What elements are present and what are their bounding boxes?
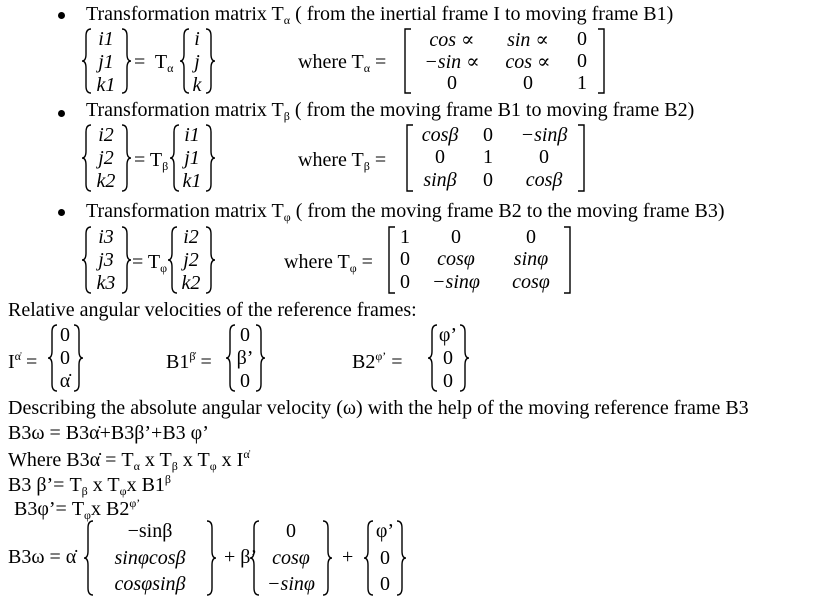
section1-title: Transformation matrix $T_\alpha$ ( from the inertial frame I to moving frame B1): [86, 3, 674, 27]
absolute-line1: B3ω = B3α̇+B3β’+B3 φ’: [8, 422, 209, 444]
relative-v1-vector: 0 0 α̇: [59, 324, 71, 392]
section1-rhs-right-brace: [205, 28, 215, 94]
final-v1-vector: −sinβ sinφcosβ cosφsinβ: [114, 520, 186, 595]
section2-matrix: cosβ 0 −sinβ 0 1 0 sinβ 0 cosβ: [421, 123, 568, 191]
section1-lhs-right-brace: [121, 28, 131, 94]
section3-lhs-vector: i3 j3 k3: [96, 226, 116, 294]
section1-equation-op: = $T_\alpha$: [134, 51, 174, 75]
absolute-line2: Where B3α̇ = $T_\alpha$ x $T_\beta$ x $T_\varphi$ x $I^{\alphȧ}$: [8, 447, 250, 473]
final-v2-left-brace: [250, 520, 260, 596]
section1-matrix-right-bracket: [598, 28, 606, 94]
section2-title: Transformation matrix $T_\beta$ ( from the moving frame B1 to moving frame B2): [86, 99, 695, 123]
section3-equation-op: = $T_\varphi$: [132, 251, 168, 275]
bullet-2: [58, 110, 65, 117]
section3-rhs-right-brace: [205, 226, 215, 294]
section2-where-label: where $T_\beta$ =: [298, 149, 387, 173]
relative-v1-label: $I^{\alphȧ}$ =: [8, 349, 38, 373]
relative-v2-label: $B1^{\betȧ}$ =: [166, 349, 212, 373]
bullet-3: [58, 209, 65, 216]
relative-heading: Relative angular velocities of the reference frames:: [8, 299, 417, 321]
relative-v3-label: $B2^{\varphi’}$ =: [352, 349, 403, 373]
final-v2-right-brace: [322, 520, 332, 596]
section3-rhs-vector: i2 j2 k2: [181, 226, 201, 294]
section3-lhs-right-brace: [121, 226, 131, 294]
relative-v3-right-brace: [459, 324, 469, 392]
absolute-heading: Describing the absolute angular velocity (ω) with the help of the moving reference frame B3: [8, 397, 749, 419]
section2-equation-op: = $T_\beta$: [134, 149, 169, 173]
final-lhs: B3ω = α̇: [8, 546, 77, 568]
relative-v2-right-brace: [255, 324, 265, 392]
final-v1-right-brace: [206, 520, 216, 596]
section3-where-label: where $T_\varphi$ =: [284, 251, 373, 275]
section2-matrix-right-bracket: [578, 124, 586, 192]
section1-matrix-left-bracket: [404, 28, 412, 94]
section2-rhs-vector: i1 j1 k1: [182, 124, 202, 192]
relative-v1-right-brace: [73, 324, 83, 392]
relative-v3-vector: φ’ 0 0: [438, 324, 458, 392]
final-v3-right-brace: [396, 520, 406, 596]
final-v3-left-brace: [364, 520, 374, 596]
bullet-1: [58, 12, 65, 19]
section3-matrix: 1 0 0 0 cosφ sinφ 0 −sinφ cosφ: [400, 225, 550, 293]
final-v1-left-brace: [84, 520, 94, 596]
final-v2-vector: 0 cosφ −sinφ: [267, 520, 315, 595]
final-plus-beta: + β’: [224, 546, 258, 568]
section2-lhs-vector: i2 j2 k2: [96, 124, 116, 192]
section1-where-label: where $T_\alpha$ =: [298, 51, 387, 75]
relative-v2-vector: 0 β’ 0: [236, 324, 254, 392]
absolute-line3: B3 β’= $T_\beta$ x $T_\varphi x$ $B1^\beta$: [8, 472, 172, 498]
section1-lhs-vector: i1 j1 k1: [96, 28, 116, 96]
section3-title: Transformation matrix $T_\varphi$ ( from the moving frame B2 to the moving frame B3): [86, 200, 725, 224]
section1-rhs-vector: i j k: [192, 28, 202, 96]
section2-rhs-right-brace: [205, 124, 215, 192]
final-plus: +: [342, 546, 354, 568]
section1-matrix: cos ∝ sin ∝ 0 −sin ∝ cos ∝ 0 0 0 1: [424, 27, 587, 94]
section3-matrix-right-bracket: [564, 226, 572, 294]
final-v3-vector: φ’ 0 0: [375, 520, 395, 595]
absolute-line4: B3φ’= $T_\varphi x$ $B2^{\varphi’}$: [14, 496, 141, 522]
section2-lhs-right-brace: [121, 124, 131, 192]
